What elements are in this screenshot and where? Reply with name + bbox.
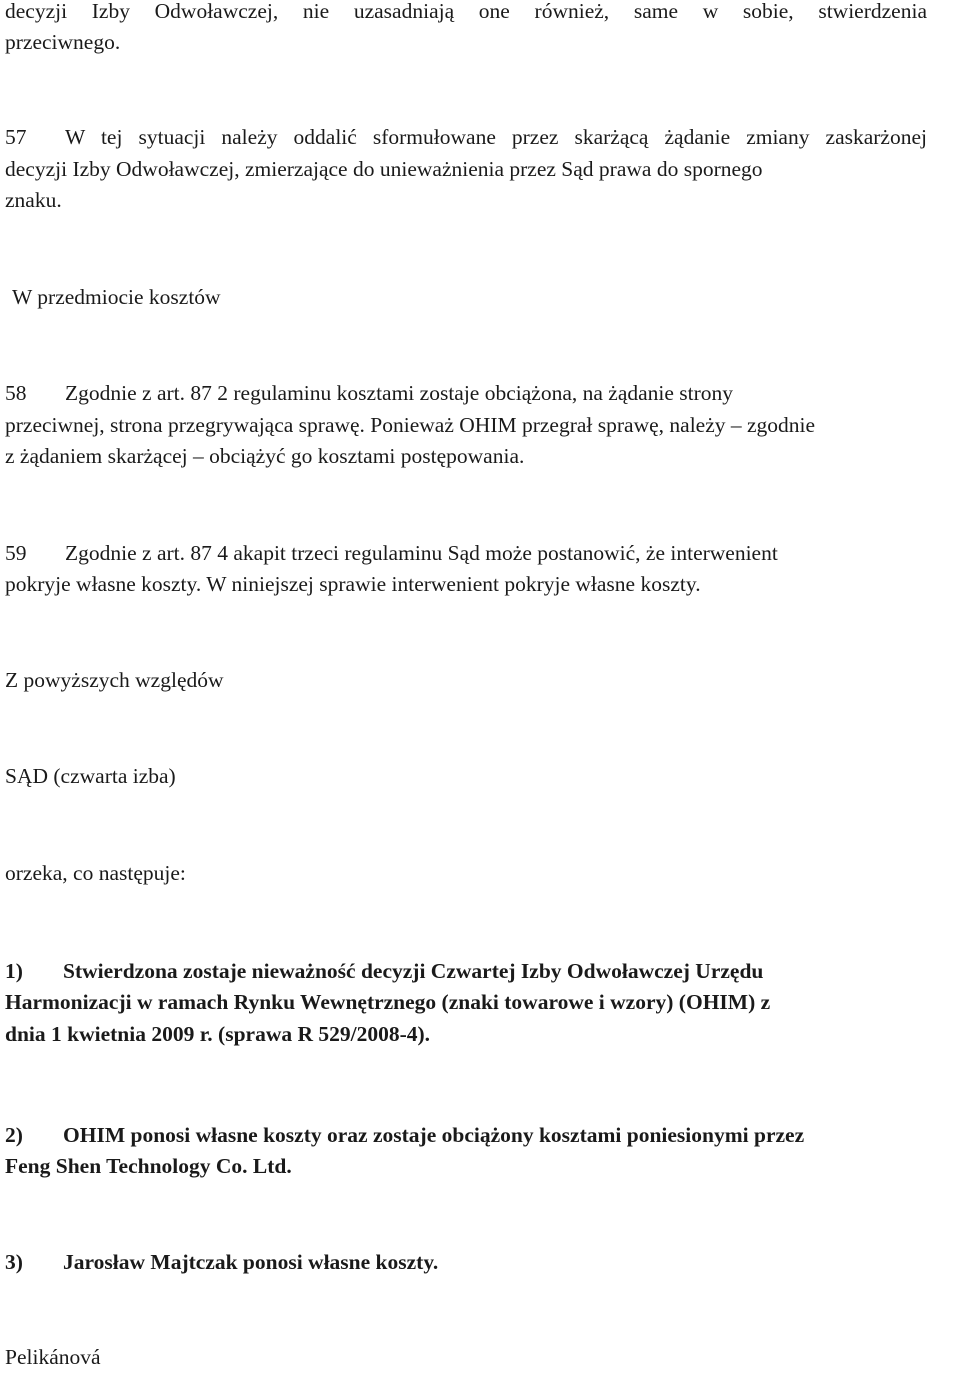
point-1-line-2: Harmonizacji w ramach Rynku Wewnętrznego (znaki towarowe i wzory) (OHIM) z	[5, 990, 771, 1014]
para-57-line-2: decyzji Izby Odwoławczej, zmierzające do unieważnienia przez Sąd prawa do spornego	[5, 157, 763, 181]
para-57-line-3: znaku.	[5, 188, 62, 212]
para-56-line-1: decyzji Izby Odwoławczej, nie uzasadniają one również, same w sobie, stwierdzenia	[5, 0, 927, 23]
point-2-line-1: 2) OHIM ponosi własne koszty oraz zostaje obciążony kosztami poniesionymi przez	[5, 1120, 804, 1151]
para-number: 58	[5, 381, 27, 405]
signature: Pelikánová	[5, 1345, 101, 1369]
point-1-line-3: dnia 1 kwietnia 2009 r. (sprawa R 529/2008‑4).	[5, 1022, 431, 1046]
para-number: 57	[5, 125, 27, 149]
point-1-line-1: 1) Stwierdzona zostaje nieważność decyzji Czwartej Izby Odwoławczej Urzędu	[5, 956, 763, 987]
para-56-line-2: przeciwnego.	[5, 30, 121, 54]
para-57-line-1: 57 W tej sytuacji należy oddalić sformułowane przez skarżącą żądanie zmiany zaskarżonej	[5, 122, 927, 153]
point-number: 1)	[5, 959, 23, 983]
point-number: 3)	[5, 1250, 23, 1274]
reasons-text: Z powyższych względów	[5, 668, 224, 692]
point-number: 2)	[5, 1123, 23, 1147]
para-58-line-1: 58 Zgodnie z art. 87 2 regulaminu kosztami zostaje obciążona, na żądanie strony	[5, 378, 733, 409]
para-58-line-2: przeciwnej, strona przegrywająca sprawę. Ponieważ OHIM przegrał sprawę, należy – zgodnie	[5, 413, 816, 437]
para-number: 59	[5, 541, 27, 565]
point-2-line-2: Feng Shen Technology Co. Ltd.	[5, 1154, 292, 1178]
point-3-line-1: 3) Jarosław Majtczak ponosi własne koszty.	[5, 1247, 438, 1278]
ruling-intro: orzeka, co następuje:	[5, 861, 186, 885]
section-heading: W przedmiocie kosztów	[12, 285, 221, 309]
para-59-line-2: pokryje własne koszty. W niniejszej sprawie interwenient pokryje własne koszty.	[5, 572, 701, 596]
para-58-line-3: z żądaniem skarżącej – obciążyć go kosztami postępowania.	[5, 444, 525, 468]
court-name: SĄD (czwarta izba)	[5, 764, 176, 788]
para-59-line-1: 59 Zgodnie z art. 87 4 akapit trzeci regulaminu Sąd może postanowić, że interwenient	[5, 538, 778, 569]
